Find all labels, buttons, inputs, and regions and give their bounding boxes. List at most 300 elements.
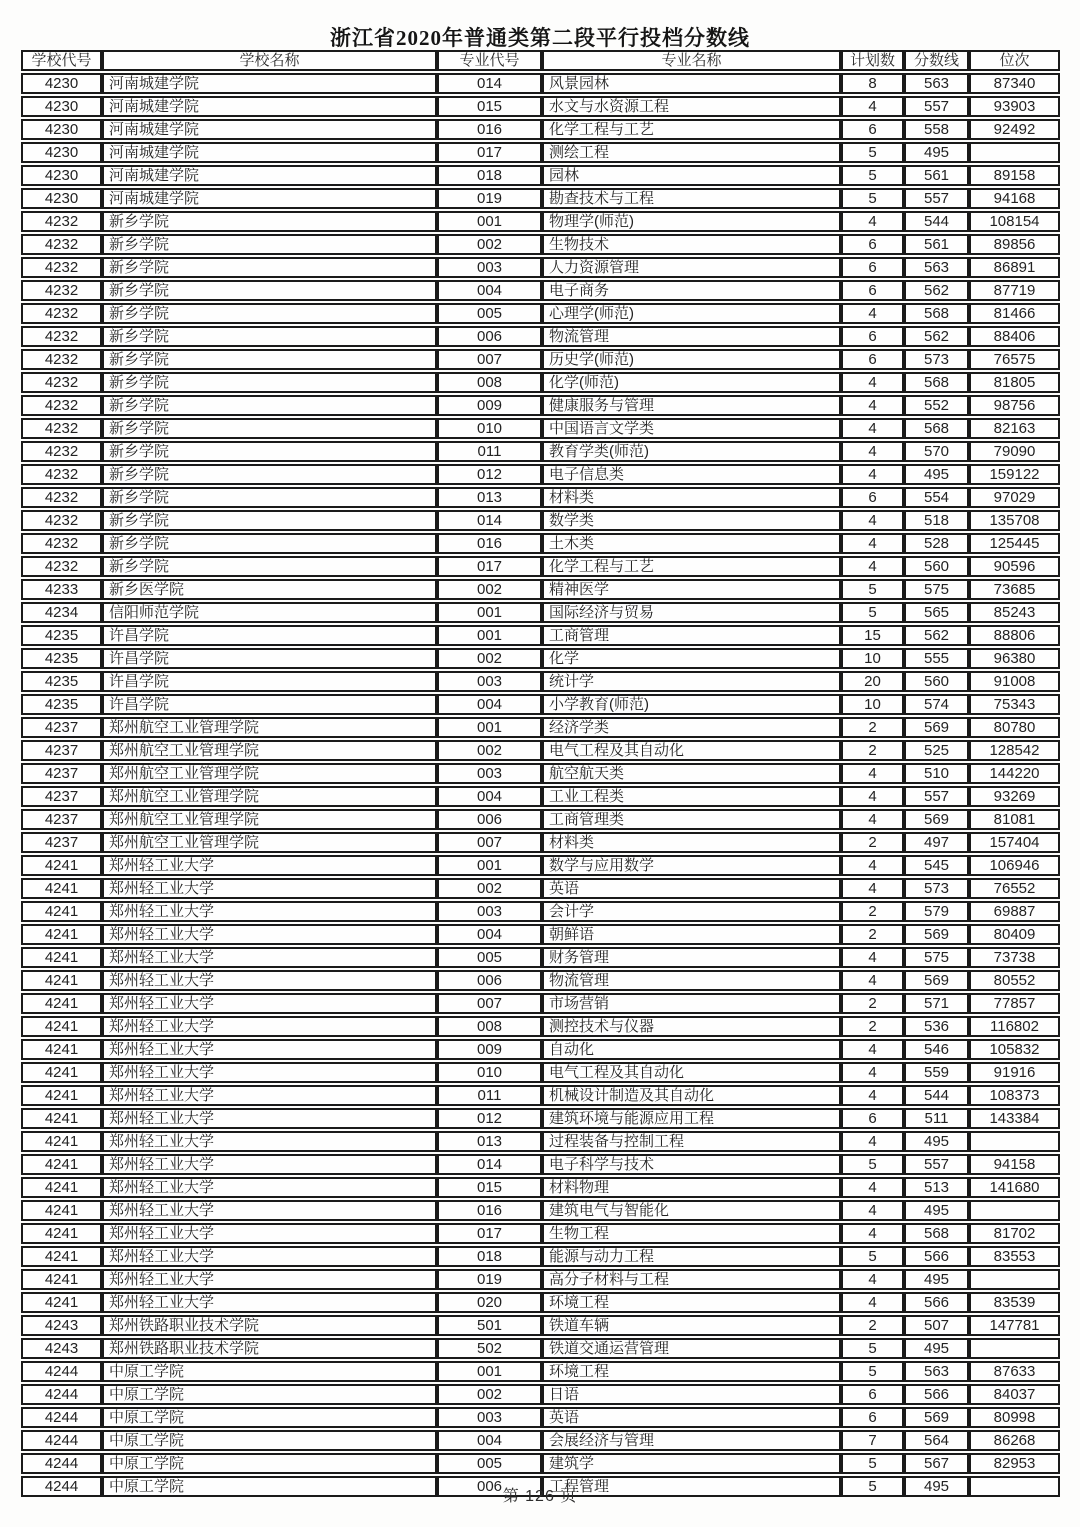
- table-row: [21, 1200, 1060, 1221]
- cell-school-code: 4243: [21, 1315, 102, 1336]
- cell-score-line: 528: [904, 533, 969, 554]
- cell-rank: 81081: [969, 809, 1060, 830]
- cell-rank: 81466: [969, 303, 1060, 324]
- cell-score-line: 562: [904, 625, 969, 646]
- cell-school-code: 4232: [21, 280, 102, 301]
- cell-major-code: 012: [437, 464, 542, 485]
- cell-school-name: 新乡学院: [102, 556, 437, 577]
- table-row: [21, 1384, 1060, 1405]
- cell-plan-count: 6: [841, 487, 904, 508]
- cell-school-name: 郑州铁路职业技术学院: [102, 1338, 437, 1359]
- cell-school-name: 郑州航空工业管理学院: [102, 786, 437, 807]
- table-row: [21, 1108, 1060, 1129]
- cell-rank: 82953: [969, 1453, 1060, 1474]
- cell-plan-count: 8: [841, 73, 904, 94]
- cell-major-code: 005: [437, 303, 542, 324]
- cell-major-name: 化学工程与工艺: [542, 119, 841, 140]
- cell-score-line: 573: [904, 878, 969, 899]
- cell-school-name: 郑州轻工业大学: [102, 970, 437, 991]
- cell-school-name: 郑州航空工业管理学院: [102, 763, 437, 784]
- cell-plan-count: 20: [841, 671, 904, 692]
- cell-major-code: 014: [437, 1154, 542, 1175]
- cell-school-name: 郑州轻工业大学: [102, 1039, 437, 1060]
- cell-plan-count: 4: [841, 303, 904, 324]
- cell-major-code: 004: [437, 694, 542, 715]
- cell-major-code: 001: [437, 602, 542, 623]
- cell-plan-count: 4: [841, 441, 904, 462]
- cell-major-name: 会展经济与管理: [542, 1430, 841, 1451]
- cell-score-line: 511: [904, 1108, 969, 1129]
- cell-plan-count: 5: [841, 188, 904, 209]
- cell-plan-count: 2: [841, 1315, 904, 1336]
- header-school-name: 学校名称: [102, 50, 437, 71]
- cell-score-line: 555: [904, 648, 969, 669]
- cell-school-code: 4237: [21, 786, 102, 807]
- cell-score-line: 568: [904, 418, 969, 439]
- table-row: [21, 211, 1060, 232]
- cell-score-line: 552: [904, 395, 969, 416]
- cell-school-name: 郑州轻工业大学: [102, 947, 437, 968]
- cell-major-code: 001: [437, 855, 542, 876]
- cell-rank: 90596: [969, 556, 1060, 577]
- cell-school-name: 新乡学院: [102, 280, 437, 301]
- cell-major-name: 环境工程: [542, 1361, 841, 1382]
- cell-major-name: 工程管理: [542, 1476, 841, 1497]
- cell-major-name: 铁道交通运营管理: [542, 1338, 841, 1359]
- cell-major-code: 002: [437, 740, 542, 761]
- cell-score-line: 567: [904, 1453, 969, 1474]
- page-number: 第 126 页: [502, 1488, 578, 1505]
- table-row: [21, 970, 1060, 991]
- cell-score-line: 563: [904, 1361, 969, 1382]
- cell-score-line: 562: [904, 280, 969, 301]
- cell-major-code: 018: [437, 165, 542, 186]
- cell-major-code: 004: [437, 924, 542, 945]
- cell-plan-count: 4: [841, 809, 904, 830]
- cell-rank: 80552: [969, 970, 1060, 991]
- cell-score-line: 495: [904, 142, 969, 163]
- cell-school-code: 4230: [21, 165, 102, 186]
- cell-school-name: 河南城建学院: [102, 188, 437, 209]
- cell-plan-count: 5: [841, 165, 904, 186]
- cell-major-name: 水文与水资源工程: [542, 96, 841, 117]
- cell-major-name: 财务管理: [542, 947, 841, 968]
- cell-school-code: 4232: [21, 326, 102, 347]
- table-row: [21, 188, 1060, 209]
- cell-major-code: 003: [437, 257, 542, 278]
- cell-score-line: 495: [904, 1269, 969, 1290]
- cell-school-code: 4241: [21, 1085, 102, 1106]
- cell-rank: 75343: [969, 694, 1060, 715]
- cell-score-line: 518: [904, 510, 969, 531]
- cell-school-code: 4232: [21, 441, 102, 462]
- cell-plan-count: 4: [841, 418, 904, 439]
- table-row: [21, 924, 1060, 945]
- cell-plan-count: 4: [841, 395, 904, 416]
- table-row: [21, 487, 1060, 508]
- cell-rank: 91916: [969, 1062, 1060, 1083]
- cell-school-name: 新乡学院: [102, 234, 437, 255]
- cell-score-line: 574: [904, 694, 969, 715]
- cell-school-name: 信阳师范学院: [102, 602, 437, 623]
- cell-school-name: 许昌学院: [102, 671, 437, 692]
- table-row: [21, 1062, 1060, 1083]
- cell-score-line: 566: [904, 1292, 969, 1313]
- cell-major-name: 英语: [542, 1407, 841, 1428]
- cell-major-code: 007: [437, 993, 542, 1014]
- cell-major-code: 013: [437, 1131, 542, 1152]
- cell-rank: 141680: [969, 1177, 1060, 1198]
- cell-school-name: 新乡学院: [102, 372, 437, 393]
- cell-major-name: 健康服务与管理: [542, 395, 841, 416]
- cell-major-code: 012: [437, 1108, 542, 1129]
- cell-major-name: 电子商务: [542, 280, 841, 301]
- cell-rank: 73738: [969, 947, 1060, 968]
- cell-score-line: 545: [904, 855, 969, 876]
- table-row: [21, 1361, 1060, 1382]
- cell-rank: 88806: [969, 625, 1060, 646]
- cell-major-code: 017: [437, 556, 542, 577]
- cell-major-name: 测绘工程: [542, 142, 841, 163]
- cell-score-line: 563: [904, 257, 969, 278]
- cell-school-code: 4232: [21, 510, 102, 531]
- cell-score-line: 544: [904, 211, 969, 232]
- cell-rank: 82163: [969, 418, 1060, 439]
- cell-school-name: 新乡学院: [102, 395, 437, 416]
- cell-rank: 92492: [969, 119, 1060, 140]
- cell-school-code: 4243: [21, 1338, 102, 1359]
- cell-school-name: 郑州航空工业管理学院: [102, 809, 437, 830]
- table-row: [21, 165, 1060, 186]
- table-row: [21, 96, 1060, 117]
- table-row: [21, 1407, 1060, 1428]
- cell-major-code: 004: [437, 786, 542, 807]
- cell-school-name: 郑州轻工业大学: [102, 855, 437, 876]
- cell-school-name: 郑州轻工业大学: [102, 878, 437, 899]
- cell-major-code: 006: [437, 326, 542, 347]
- cell-school-code: 4241: [21, 924, 102, 945]
- cell-rank: 98756: [969, 395, 1060, 416]
- cell-major-code: 010: [437, 418, 542, 439]
- cell-major-code: 008: [437, 1016, 542, 1037]
- cell-major-code: 003: [437, 901, 542, 922]
- table-row: [21, 625, 1060, 646]
- cell-plan-count: 2: [841, 901, 904, 922]
- cell-major-code: 003: [437, 671, 542, 692]
- cell-score-line: 558: [904, 119, 969, 140]
- cell-plan-count: 4: [841, 1039, 904, 1060]
- cell-school-name: 郑州航空工业管理学院: [102, 740, 437, 761]
- cell-major-name: 勘查技术与工程: [542, 188, 841, 209]
- cell-plan-count: 5: [841, 1361, 904, 1382]
- cell-rank: 143384: [969, 1108, 1060, 1129]
- cell-school-code: 4244: [21, 1476, 102, 1497]
- cell-school-code: 4241: [21, 1039, 102, 1060]
- table-row: [21, 1269, 1060, 1290]
- table-row: [21, 717, 1060, 738]
- cell-major-name: 朝鲜语: [542, 924, 841, 945]
- cell-score-line: 560: [904, 671, 969, 692]
- table-row: [21, 809, 1060, 830]
- cell-school-name: 郑州轻工业大学: [102, 1223, 437, 1244]
- cell-school-name: 郑州轻工业大学: [102, 1292, 437, 1313]
- cell-score-line: 559: [904, 1062, 969, 1083]
- cell-score-line: 579: [904, 901, 969, 922]
- cell-major-name: 经济学类: [542, 717, 841, 738]
- cell-major-name: 土木类: [542, 533, 841, 554]
- cell-rank: 94168: [969, 188, 1060, 209]
- cell-major-name: 电气工程及其自动化: [542, 740, 841, 761]
- table-row: [21, 579, 1060, 600]
- cell-plan-count: 4: [841, 1269, 904, 1290]
- cell-score-line: 570: [904, 441, 969, 462]
- cell-major-code: 016: [437, 533, 542, 554]
- cell-major-code: 007: [437, 349, 542, 370]
- cell-school-code: 4241: [21, 993, 102, 1014]
- cell-school-name: 郑州轻工业大学: [102, 1085, 437, 1106]
- cell-score-line: 563: [904, 73, 969, 94]
- cell-major-code: 015: [437, 96, 542, 117]
- cell-school-code: 4241: [21, 1016, 102, 1037]
- cell-school-name: 郑州轻工业大学: [102, 1200, 437, 1221]
- cell-plan-count: 4: [841, 970, 904, 991]
- cell-major-name: 材料类: [542, 487, 841, 508]
- cell-major-name: 材料物理: [542, 1177, 841, 1198]
- header-row: [21, 50, 1060, 71]
- cell-school-name: 新乡学院: [102, 326, 437, 347]
- table-row: [21, 878, 1060, 899]
- table-row: [21, 1016, 1060, 1037]
- table-row: [21, 280, 1060, 301]
- cell-plan-count: 5: [841, 602, 904, 623]
- cell-plan-count: 6: [841, 349, 904, 370]
- cell-major-code: 016: [437, 1200, 542, 1221]
- cell-major-name: 材料类: [542, 832, 841, 853]
- cell-major-name: 建筑电气与智能化: [542, 1200, 841, 1221]
- cell-rank: 77857: [969, 993, 1060, 1014]
- cell-score-line: 536: [904, 1016, 969, 1037]
- cell-plan-count: 2: [841, 924, 904, 945]
- cell-major-code: 001: [437, 211, 542, 232]
- cell-rank: 87633: [969, 1361, 1060, 1382]
- cell-school-name: 郑州航空工业管理学院: [102, 717, 437, 738]
- cell-major-name: 过程装备与控制工程: [542, 1131, 841, 1152]
- header-major-name: 专业名称: [542, 50, 841, 71]
- cell-school-name: 郑州轻工业大学: [102, 1154, 437, 1175]
- cell-school-code: 4241: [21, 1154, 102, 1175]
- cell-score-line: 566: [904, 1384, 969, 1405]
- table-row: [21, 395, 1060, 416]
- cell-rank: 79090: [969, 441, 1060, 462]
- cell-plan-count: 4: [841, 1223, 904, 1244]
- cell-school-name: 新乡学院: [102, 533, 437, 554]
- table-row: [21, 556, 1060, 577]
- table-row: [21, 464, 1060, 485]
- cell-rank: 81805: [969, 372, 1060, 393]
- cell-school-code: 4232: [21, 487, 102, 508]
- cell-school-name: 河南城建学院: [102, 119, 437, 140]
- cell-rank: 91008: [969, 671, 1060, 692]
- cell-major-name: 小学教育(师范): [542, 694, 841, 715]
- cell-major-name: 工商管理: [542, 625, 841, 646]
- cell-plan-count: 4: [841, 855, 904, 876]
- cell-school-code: 4230: [21, 73, 102, 94]
- cell-score-line: 562: [904, 326, 969, 347]
- cell-plan-count: 4: [841, 510, 904, 531]
- cell-rank: 76575: [969, 349, 1060, 370]
- cell-plan-count: 4: [841, 1085, 904, 1106]
- cell-major-code: 009: [437, 1039, 542, 1060]
- table-row: [21, 1085, 1060, 1106]
- cell-school-name: 郑州轻工业大学: [102, 924, 437, 945]
- cell-school-code: 4232: [21, 395, 102, 416]
- header-school-code: 学校代号: [21, 50, 102, 71]
- cell-major-code: 006: [437, 1476, 542, 1497]
- cell-major-name: 测控技术与仪器: [542, 1016, 841, 1037]
- cell-school-code: 4232: [21, 418, 102, 439]
- cell-plan-count: 4: [841, 464, 904, 485]
- cell-school-code: 4241: [21, 1108, 102, 1129]
- cell-score-line: 495: [904, 1338, 969, 1359]
- cell-major-code: 006: [437, 809, 542, 830]
- cell-school-code: 4237: [21, 740, 102, 761]
- cell-major-name: 电子信息类: [542, 464, 841, 485]
- table-row: [21, 372, 1060, 393]
- cell-school-code: 4230: [21, 119, 102, 140]
- cell-major-name: 物流管理: [542, 970, 841, 991]
- cell-rank: 96380: [969, 648, 1060, 669]
- cell-major-name: 物理学(师范): [542, 211, 841, 232]
- cell-school-name: 新乡学院: [102, 257, 437, 278]
- cell-school-name: 郑州航空工业管理学院: [102, 832, 437, 853]
- cell-school-code: 4241: [21, 901, 102, 922]
- cell-major-name: 数学类: [542, 510, 841, 531]
- table-row: [21, 119, 1060, 140]
- cell-rank: 93903: [969, 96, 1060, 117]
- cell-rank: 108154: [969, 211, 1060, 232]
- cell-major-code: 008: [437, 372, 542, 393]
- table-row: [21, 142, 1060, 163]
- cell-major-name: 会计学: [542, 901, 841, 922]
- cell-school-name: 郑州轻工业大学: [102, 1177, 437, 1198]
- cell-school-code: 4230: [21, 188, 102, 209]
- cell-plan-count: 6: [841, 1384, 904, 1405]
- table-row: [21, 993, 1060, 1014]
- cell-rank: 85243: [969, 602, 1060, 623]
- cell-school-code: 4241: [21, 1131, 102, 1152]
- cell-school-name: 新乡学院: [102, 464, 437, 485]
- cell-rank: 159122: [969, 464, 1060, 485]
- cell-plan-count: 2: [841, 993, 904, 1014]
- cell-school-name: 许昌学院: [102, 648, 437, 669]
- cell-school-name: 郑州铁路职业技术学院: [102, 1315, 437, 1336]
- cell-school-code: 4234: [21, 602, 102, 623]
- table-row: [21, 855, 1060, 876]
- cell-major-name: 能源与动力工程: [542, 1246, 841, 1267]
- cell-school-name: 郑州轻工业大学: [102, 1062, 437, 1083]
- cell-major-name: 精神医学: [542, 579, 841, 600]
- cell-rank: 86891: [969, 257, 1060, 278]
- cell-major-code: 014: [437, 510, 542, 531]
- cell-major-code: 005: [437, 947, 542, 968]
- cell-school-code: 4232: [21, 372, 102, 393]
- cell-rank: 83539: [969, 1292, 1060, 1313]
- cell-major-name: 航空航天类: [542, 763, 841, 784]
- cell-score-line: 573: [904, 349, 969, 370]
- cell-rank: 116802: [969, 1016, 1060, 1037]
- cell-rank: 76552: [969, 878, 1060, 899]
- table-row: [21, 1246, 1060, 1267]
- cell-major-name: 中国语言文学类: [542, 418, 841, 439]
- table-row: [21, 1453, 1060, 1474]
- cell-major-name: 机械设计制造及其自动化: [542, 1085, 841, 1106]
- cell-rank: [969, 142, 1060, 163]
- cell-rank: 83553: [969, 1246, 1060, 1267]
- cell-school-code: 4237: [21, 832, 102, 853]
- cell-major-name: 数学与应用数学: [542, 855, 841, 876]
- cell-score-line: 569: [904, 924, 969, 945]
- table-row: [21, 740, 1060, 761]
- cell-major-code: 001: [437, 717, 542, 738]
- cell-score-line: 565: [904, 602, 969, 623]
- cell-plan-count: 4: [841, 533, 904, 554]
- cell-rank: 128542: [969, 740, 1060, 761]
- cell-rank: 135708: [969, 510, 1060, 531]
- cell-school-name: 许昌学院: [102, 694, 437, 715]
- cell-school-name: 中原工学院: [102, 1384, 437, 1405]
- cell-school-code: 4241: [21, 1200, 102, 1221]
- cell-school-code: 4241: [21, 855, 102, 876]
- cell-school-name: 郑州轻工业大学: [102, 1269, 437, 1290]
- table-row: [21, 1039, 1060, 1060]
- table-row: [21, 602, 1060, 623]
- table-row: [21, 832, 1060, 853]
- cell-plan-count: 6: [841, 257, 904, 278]
- cell-major-code: 004: [437, 280, 542, 301]
- cell-major-code: 004: [437, 1430, 542, 1451]
- cell-school-code: 4232: [21, 303, 102, 324]
- table-row: [21, 1223, 1060, 1244]
- cell-school-code: 4241: [21, 970, 102, 991]
- cell-school-code: 4244: [21, 1407, 102, 1428]
- cell-major-code: 001: [437, 1361, 542, 1382]
- cell-school-name: 郑州轻工业大学: [102, 1016, 437, 1037]
- cell-school-code: 4237: [21, 717, 102, 738]
- cell-school-code: 4241: [21, 878, 102, 899]
- cell-school-code: 4235: [21, 625, 102, 646]
- cell-score-line: 569: [904, 717, 969, 738]
- cell-major-code: 005: [437, 1453, 542, 1474]
- cell-rank: 106946: [969, 855, 1060, 876]
- cell-rank: 89856: [969, 234, 1060, 255]
- cell-rank: [969, 1131, 1060, 1152]
- header-major-code: 专业代号: [437, 50, 542, 71]
- cell-rank: 87719: [969, 280, 1060, 301]
- cell-major-name: 物流管理: [542, 326, 841, 347]
- cell-score-line: 557: [904, 188, 969, 209]
- cell-major-code: 003: [437, 763, 542, 784]
- cell-score-line: 557: [904, 786, 969, 807]
- table-row: [21, 510, 1060, 531]
- table-row: [21, 349, 1060, 370]
- cell-school-code: 4232: [21, 464, 102, 485]
- cell-major-code: 017: [437, 1223, 542, 1244]
- cell-plan-count: 4: [841, 786, 904, 807]
- cell-rank: [969, 1200, 1060, 1221]
- cell-major-name: 自动化: [542, 1039, 841, 1060]
- cell-rank: [969, 1269, 1060, 1290]
- cell-school-code: 4237: [21, 809, 102, 830]
